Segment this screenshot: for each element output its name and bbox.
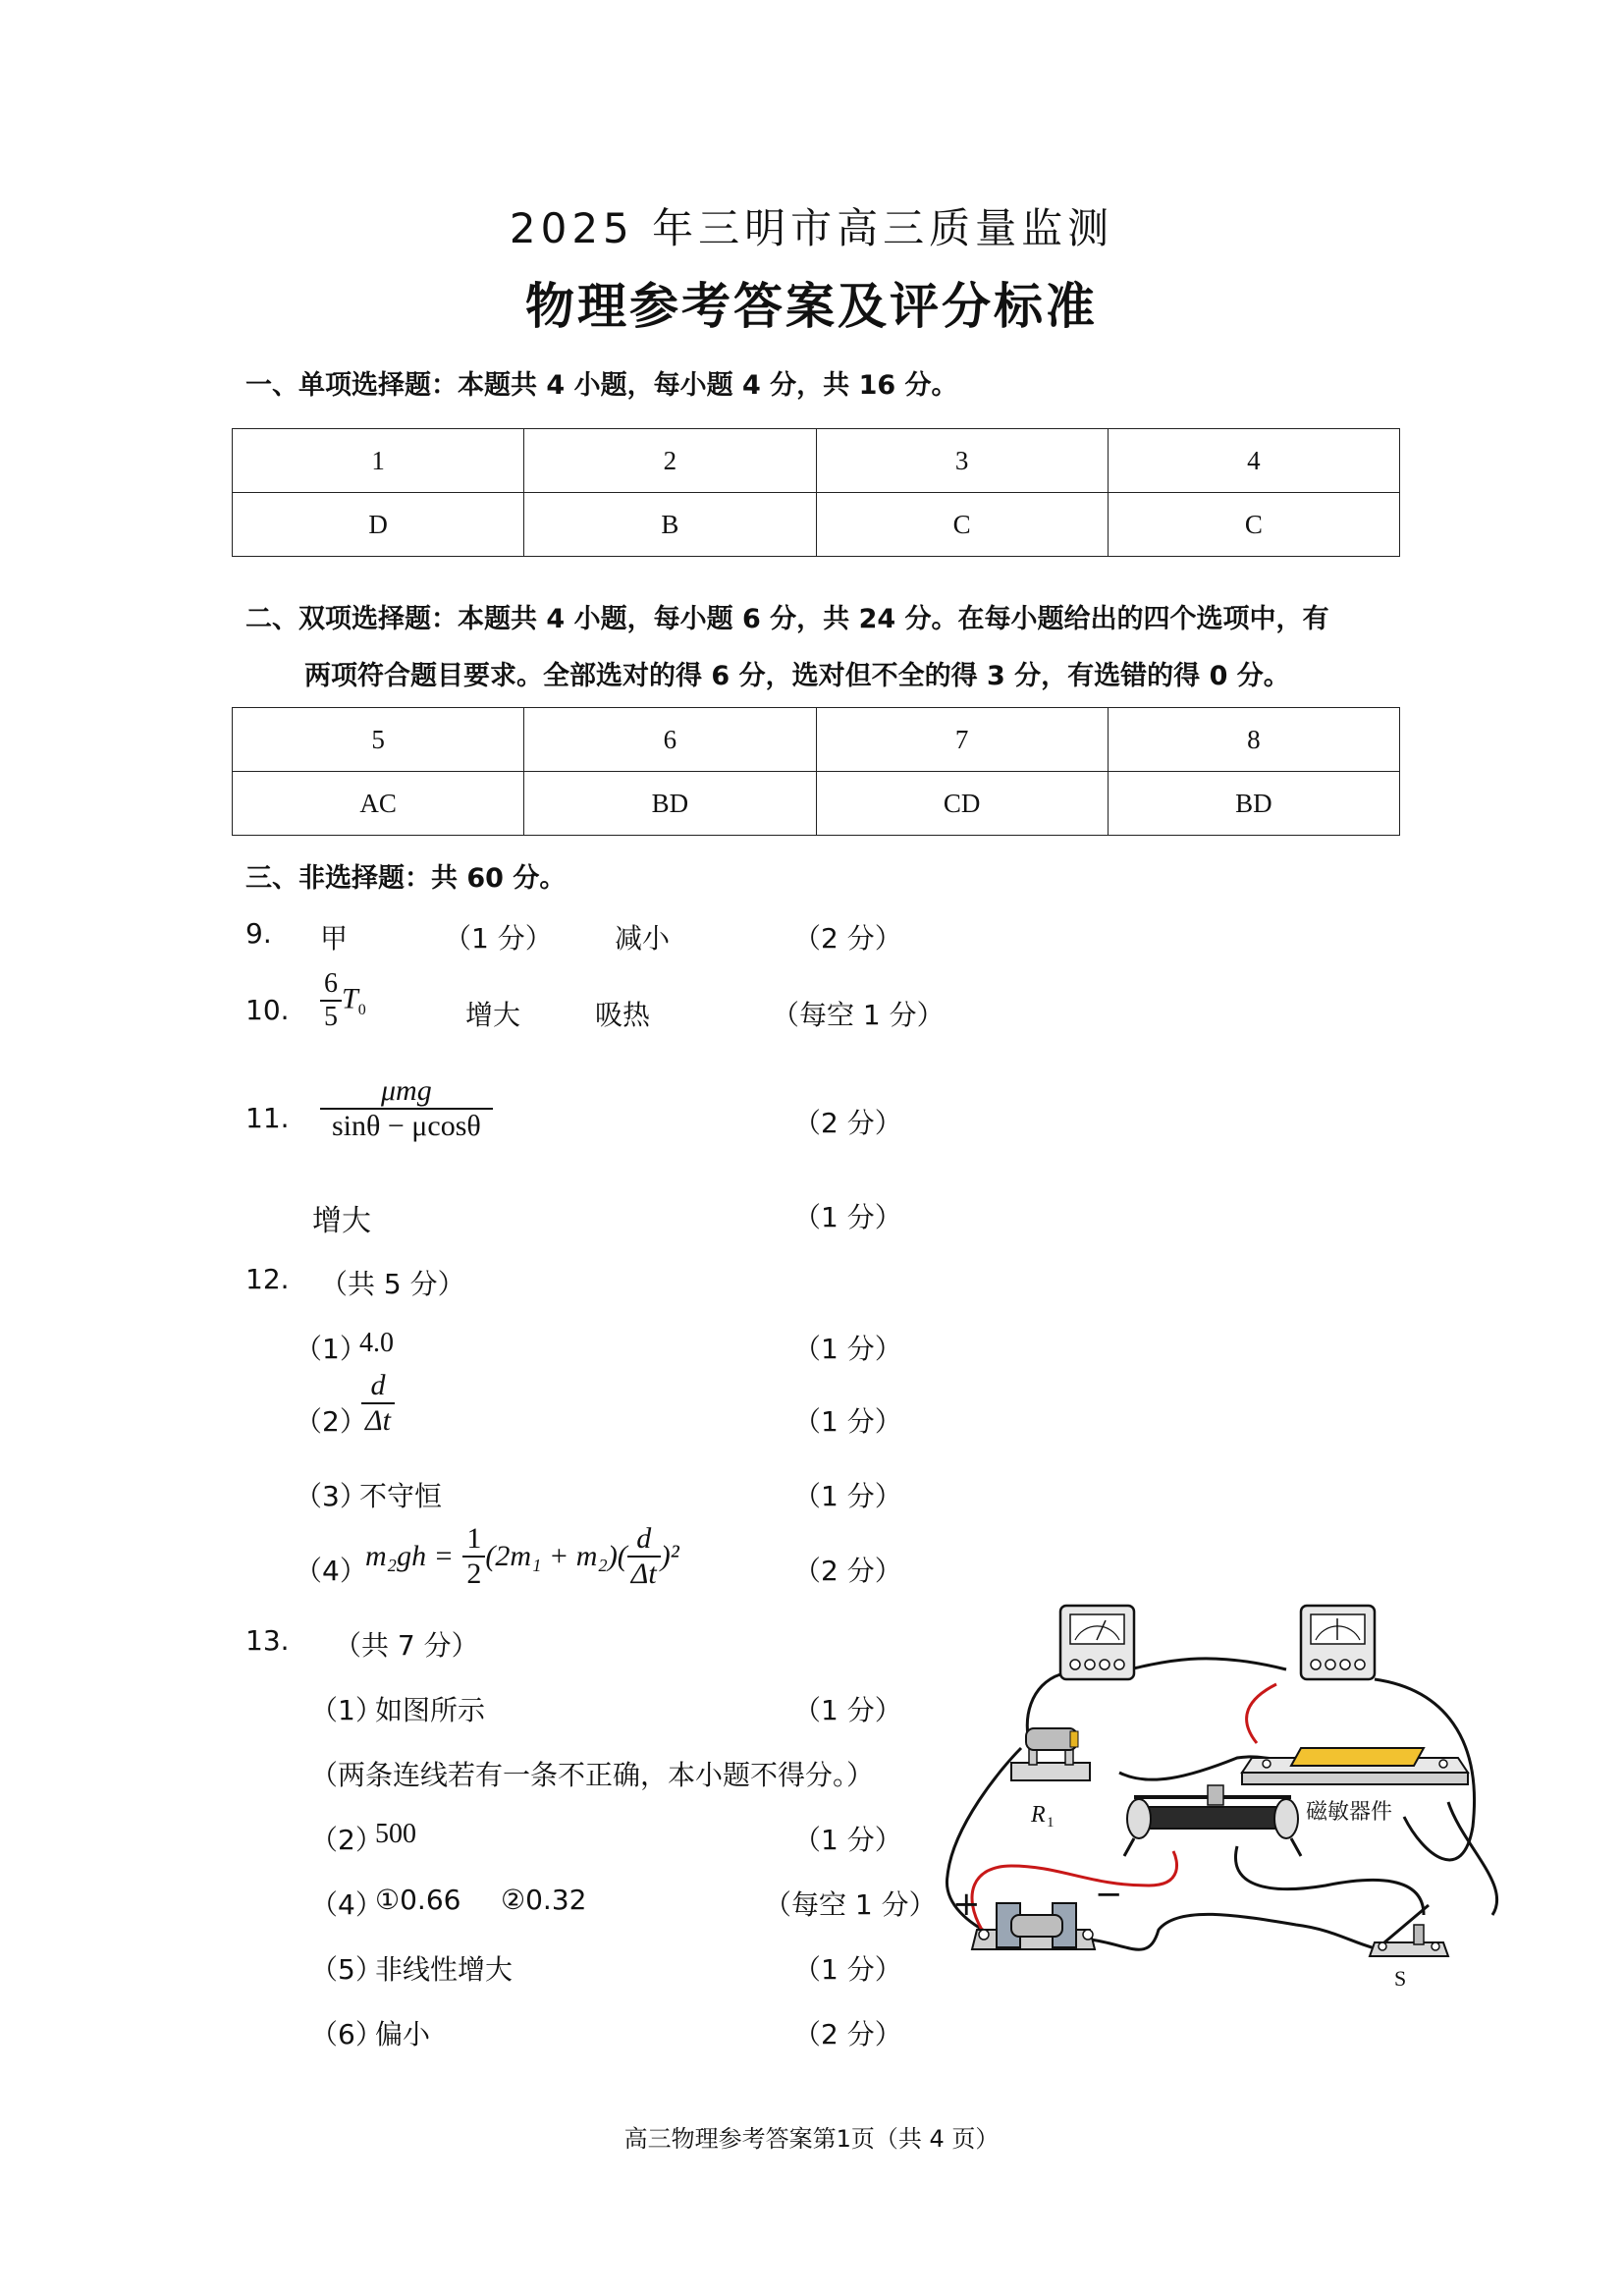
q13-p4-value2: ②0.32 [501,1884,587,1916]
question-number: 2 [524,429,816,493]
section2-answer-table [232,707,1400,836]
battery [972,1903,1095,1949]
question-number: 4 [1108,429,1399,493]
answer-cell: CD [816,772,1108,836]
q13-total: （共 7 分） [334,1629,479,1662]
q13-p2-label: （2） [310,1824,383,1856]
section2-heading-line1: 二、双项选择题：本题共 4 小题，每小题 6 分，共 24 分。在每小题给出的四个选项中，有 [245,604,1329,634]
meter-left [1060,1606,1134,1679]
wire [1090,1914,1380,1949]
q11-score1: （2 分） [793,1107,902,1139]
q12-p2-value [361,1369,395,1438]
q12-p1-label: （1） [295,1333,367,1365]
q12-p1-value: 4.0 [359,1328,394,1358]
question-number: 3 [816,429,1108,493]
section2-heading-line2: 两项符合题目要求。全部选对的得 6 分，选对但不全的得 3 分，有选错的得 0 分。 [304,661,1290,691]
question-number: 5 [233,708,524,772]
magnetic-sensor [1242,1748,1468,1784]
answer-cell: B [524,493,816,557]
q12-p4-label: （4） [295,1555,367,1587]
q10-number: 10. [245,994,290,1026]
q12-p1-score: （1 分） [793,1333,902,1365]
q13-p6-value: 偏小 [375,2018,431,2050]
q13-p1-label: （1） [310,1694,383,1726]
q11-answer1 [320,1074,493,1143]
q13-p5-label: （5） [310,1953,383,1986]
r1-label: R [1031,1802,1046,1828]
page-footer: 高三物理参考答案第1页（共 4 页） [623,2125,1000,2153]
q10-answer2: 增大 [465,999,521,1031]
q12-p2-label: （2） [295,1405,367,1438]
r1-label-sub: 1 [1047,1815,1055,1831]
meter-right [1301,1606,1375,1679]
q13-p1-value: 如图所示 [375,1694,486,1726]
q9-score1: （1 分） [444,922,553,955]
q12-p4-score: （2 分） [793,1555,902,1587]
exam-title: 2025 年三明市高三质量监测 [509,204,1114,252]
q9-number: 9. [245,917,272,950]
q12-p3-value: 不守恒 [359,1480,443,1512]
q13-p2-value: 500 [375,1819,416,1849]
rheostat [1124,1785,1301,1856]
q12-total: （共 5 分） [320,1268,465,1300]
q12-p3-score: （1 分） [793,1480,902,1512]
q12-p3-label: （3） [295,1480,367,1512]
q13-p4-label: （4） [310,1888,383,1921]
q10-answer1: $\frac{6}{5}$ $T_0$ [320,968,366,1033]
q13-p6-score: （2 分） [793,2018,902,2050]
question-number: 6 [524,708,816,772]
question-number: 7 [816,708,1108,772]
q13-note: （两条连线若有一条不正确，本小题不得分。） [310,1759,875,1791]
sensor-label: 磁敏器件 [1306,1800,1393,1825]
table-row [233,772,1400,836]
battery-plus-label: + [952,1885,981,1924]
q9-answer2: 减小 [615,922,671,955]
section3-heading: 三、非选择题：共 60 分。 [245,863,567,894]
wire [1109,1659,1286,1674]
q10-fraction: $\frac{6}{5}$ [320,968,342,1033]
q13-number: 13. [245,1624,290,1657]
q11-answer2: 增大 [312,1204,371,1238]
table-row [233,493,1400,557]
q12-p4-fraction: $\frac{d}{\Delta t}$ [627,1522,661,1591]
q12-p4-formula: m₂gh = $\frac{1}{2}$ (2m₁ + m₂)( $\frac{d}{\Delta t}$ )² [365,1522,679,1590]
answer-cell: BD [1108,772,1399,836]
q12-number: 12. [245,1263,290,1295]
switch [1370,1905,1448,1956]
q12-p2-score: （1 分） [793,1405,902,1438]
q13-p5-score: （1 分） [793,1953,902,1986]
q12-p2-fraction: $\frac{d}{\Delta t}$ [361,1369,395,1438]
q10-answer3: 吸热 [595,999,651,1031]
q11-fraction: $\frac{\text{μmg}}{\sin\theta - \mu\cos\theta}$ [320,1074,493,1143]
switch-label: S [1394,1966,1407,1991]
q13-p4-score: （每空 1 分） [764,1888,937,1921]
q9-score2: （2 分） [793,922,902,955]
q11-number: 11. [245,1102,290,1134]
question-number: 8 [1108,708,1399,772]
battery-minus-label: − [1095,1875,1123,1914]
q13-p4-value1: ①0.66 [375,1884,461,1916]
q13-p6-label: （6） [310,2018,383,2050]
question-number: 1 [233,429,524,493]
q13-p5-value: 非线性增大 [375,1953,514,1986]
resistor-r1 [1011,1728,1090,1780]
q9-answer1: 甲 [320,922,349,955]
answer-cell: C [1108,493,1399,557]
answer-cell: AC [233,772,524,836]
section1-answer-table [232,428,1400,557]
q10-score: （每空 1 分） [772,999,945,1031]
section1-heading: 一、单项选择题：本题共 4 小题，每小题 4 分，共 16 分。 [245,370,958,401]
wire [1235,1846,1424,1915]
answer-key-title: 物理参考答案及评分标准 [525,278,1098,335]
q13-p2-score: （1 分） [793,1824,902,1856]
answer-cell: C [816,493,1108,557]
table-row [233,429,1400,493]
answer-cell: BD [524,772,816,836]
answer-cell: D [233,493,524,557]
table-row [233,708,1400,772]
q11-score2: （1 分） [793,1201,902,1233]
q13-p1-score: （1 分） [793,1694,902,1726]
red-wire [1247,1684,1276,1743]
q12-p4-half: $\frac{1}{2}$ [462,1522,485,1591]
circuit-diagram [913,1591,1502,2003]
